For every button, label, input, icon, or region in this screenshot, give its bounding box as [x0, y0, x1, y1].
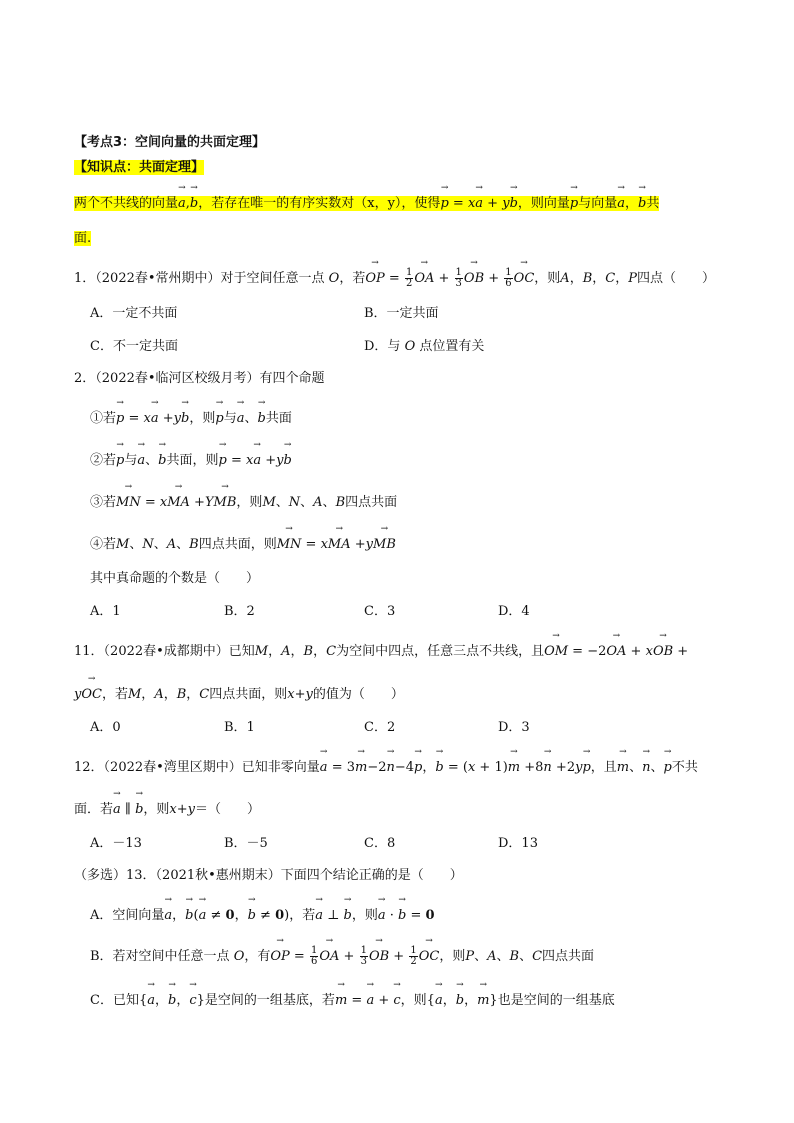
question-13-option-c[interactable]: C．已知{→ a，→ b，→ c}是空间的一组基底，若→ m = → a + → c，则{→ a，→ b，→ m}也是空间的一组基底	[90, 991, 615, 1011]
question-1-option-b[interactable]: B．一定共面	[364, 306, 439, 321]
question-11-option-a[interactable]: A．0	[90, 720, 121, 735]
question-2-option-a[interactable]: A．1	[90, 604, 121, 619]
question-12-option-d[interactable]: D．13	[498, 836, 538, 851]
question-2-ask: 其中真命题的个数是（ ）	[90, 571, 260, 586]
question-11-option-d[interactable]: D．3	[498, 720, 530, 735]
question-1-stem: 1．（2022春•常州期中）对于空间任意一点 O，若→ OP = $\frac{1}{2}$ → OA + $\frac{1}{3}$ → OB + $\frac{1}{6}$ → OC，则A，B，C，P四点（ ）	[74, 268, 715, 289]
question-12-stem-line2: 面．若→ a ∥ → b，则x+y＝（ ）	[74, 800, 260, 820]
question-1-option-a[interactable]: A．一定不共面	[90, 306, 178, 321]
question-2-option-d[interactable]: D．4	[498, 604, 530, 619]
question-12-option-c[interactable]: C．8	[364, 836, 396, 851]
question-11-option-b[interactable]: B．1	[224, 720, 255, 735]
section-title: 【考点3：空间向量的共面定理】	[74, 135, 266, 150]
question-1-option-d[interactable]: D．与 O 点位置有关	[364, 339, 485, 354]
question-11-option-c[interactable]: C．2	[364, 720, 396, 735]
question-2-proposition-3: ③若→ MN = x→ MA +Y→ MB，则M、N、A、B四点共面	[90, 493, 397, 513]
question-2-proposition-1: ①若→ p = x→ a +y→ b，则→ p与→ a、→ b共面	[90, 409, 292, 429]
question-2-option-b[interactable]: B．2	[224, 604, 255, 619]
question-2-proposition-2: ②若→ p与→ a、→ b共面，则→ p = x→ a +y→ b	[90, 451, 292, 471]
question-2-proposition-4: ④若M、N、A、B四点共面，则→ MN = x→ MA +y→ MB	[90, 535, 396, 555]
question-12-option-a[interactable]: A．－13	[90, 836, 142, 851]
question-12-stem-line1: 12．（2022春•湾里区期中）已知非零向量→ a = 3→ m−2→ n−4→ p，→ b = (x + 1)→ m +8→ n +2y→ p，且→ m、→ n、→ p不共	[74, 758, 698, 778]
question-2-stem: 2．（2022春•临河区校级月考）有四个命题	[74, 371, 325, 386]
question-1-option-c[interactable]: C．不一定共面	[90, 339, 178, 354]
question-13-stem: （多选）13．（2021秋•惠州期末）下面四个结论正确的是（ ）	[74, 868, 463, 883]
theorem-text-line2: 面.	[74, 231, 92, 246]
theorem-text-line1: 两个不共线的向量→ a,→ b，若存在唯一的有序实数对（x，y），使得→ p = x→ a + y→ b，则向量→ p与向量→ a，→ b共	[74, 194, 659, 214]
question-12-option-b[interactable]: B．－5	[224, 836, 268, 851]
question-11-stem-line2: y→ OC，若M，A，B，C四点共面，则x+y的值为（ ）	[74, 685, 404, 705]
question-11-stem-line1: 11．（2022春•成都期中）已知M，A，B，C为空间中四点，任意三点不共线，且→ OM = −2→ OA + x→ OB +	[74, 642, 688, 662]
question-2-option-c[interactable]: C．3	[364, 604, 396, 619]
question-13-option-b[interactable]: B．若对空间中任意一点 O，有→ OP = $\frac{1}{6}$ → OA + $\frac{1}{3}$ → OB + $\frac{1}{2}$ → OC，则P、A、B、C四点共面	[90, 946, 594, 967]
knowledge-point-label: 【知识点：共面定理】	[74, 160, 205, 175]
question-13-option-a[interactable]: A．空间向量→ a，→ b(→ a ≠ 0，→ b ≠ 0)，若→ a ⊥ → b，则→ a · → b = 0	[90, 906, 435, 926]
